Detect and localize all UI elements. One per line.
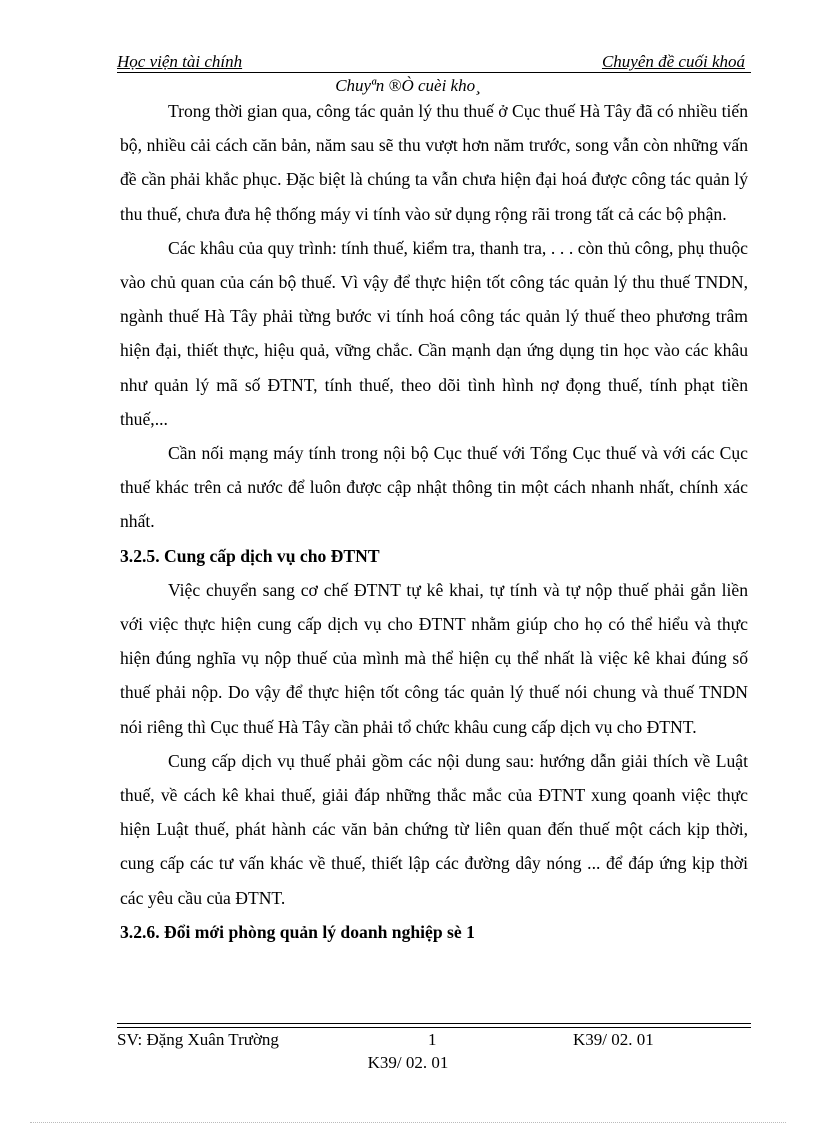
footer-page-number: 1 [428, 1030, 437, 1049]
paragraph-1: Trong thời gian qua, công tác quản lý thu thuế ở Cục thuế Hà Tây đã có nhiều tiến bộ, nhiều cải cách căn bản, năm sau sẽ thu vượt hơn năm trước, song vẫn còn những vấn đề cần phải khắc phục. Đặc biệt là chúng ta vẫn chưa hiện đại hoá được công tác quản lý thu thuế, chưa đưa hệ thống máy vi tính vào sử dụng rộng rãi trong tất cả các bộ phận. [120, 101, 748, 224]
footer-rule-top [117, 1023, 751, 1024]
page-header [117, 52, 751, 74]
footer-subtitle: K39/ 02. 01 [367, 1053, 449, 1072]
section-heading-3-2-5: 3.2.5. Cung cấp dịch vụ cho ĐTNT [120, 545, 380, 566]
footer-rule-bottom [117, 1027, 751, 1028]
paragraph-2: Các khâu của quy trình: tính thuế, kiểm tra, thanh tra, . . . còn thủ công, phụ thuộc vào chủ quan của cán bộ thuế. Vì vậy để thực hiện tốt công tác quản lý thu thuế TNDN, ngành thuế Hà Tây phải từng bước vi tính hoá công tác quản lý thuế theo phương trâm hiện đại, thiết thực, hiệu quả, vững chắc. Cần mạnh dạn ứng dụng tin học vào các khâu như quản lý mã số ĐTNT, tính thuế, theo dõi tình hình nợ đọng thuế, tính phạt tiền thuế,... [120, 237, 748, 429]
section-heading-3-2-6: 3.2.6. Đổi mới phòng quản lý doanh nghiệp sè 1 [120, 921, 475, 942]
paragraph-4: Việc chuyển sang cơ chế ĐTNT tự kê khai, tự tính và tự nộp thuế phải gắn liền với việc thực hiện cung cấp dịch vụ cho ĐTNT nhằm giúp cho họ có thể hiểu và thực hiện đúng nghĩa vụ nộp thuế của mình mà thể hiện cụ thể nhất là việc kê khai đúng số thuế phải nộp. Do vậy để thực hiện tốt công tác quản lý thuế nói chung và thuế TNDN nói riêng thì Cục thuế Hà Tây cần phải tổ chức khâu cung cấp dịch vụ cho ĐTNT. [120, 579, 748, 737]
document-body [120, 94, 748, 949]
header-title: Chuyên đề cuối khoá [601, 52, 745, 71]
header-institution: Học viện tài chính [117, 52, 243, 71]
footer-class-code: K39/ 02. 01 [573, 1030, 654, 1049]
paragraph-3: Cần nối mạng máy tính trong nội bộ Cục thuế với Tổng Cục thuế và với các Cục thuế khác trên cả nước để luôn được cập nhật thông tin một cách nhanh nhất, chính xác nhất. [120, 443, 748, 532]
header-rule [117, 72, 751, 73]
paragraph-5: Cung cấp dịch vụ thuế phải gồm các nội dung sau: hướng dẫn giải thích về Luật thuế, về cách kê khai thuế, giải đáp những thắc mắc của ĐTNT xung qoanh việc thực hiện Luật thuế, phát hành các văn bản chứng từ liên quan đến thuế một cách kịp thời, cung cấp các tư vấn khác về thuế, thiết lập các đường dây nóng ... để đáp ứng kịp thời các yêu cầu của ĐTNT. [120, 750, 748, 908]
header-subtitle: Chuyªn ®Ò cuèi kho¸ [335, 76, 481, 95]
footer-student: SV: Đặng Xuân Trường [117, 1030, 279, 1049]
